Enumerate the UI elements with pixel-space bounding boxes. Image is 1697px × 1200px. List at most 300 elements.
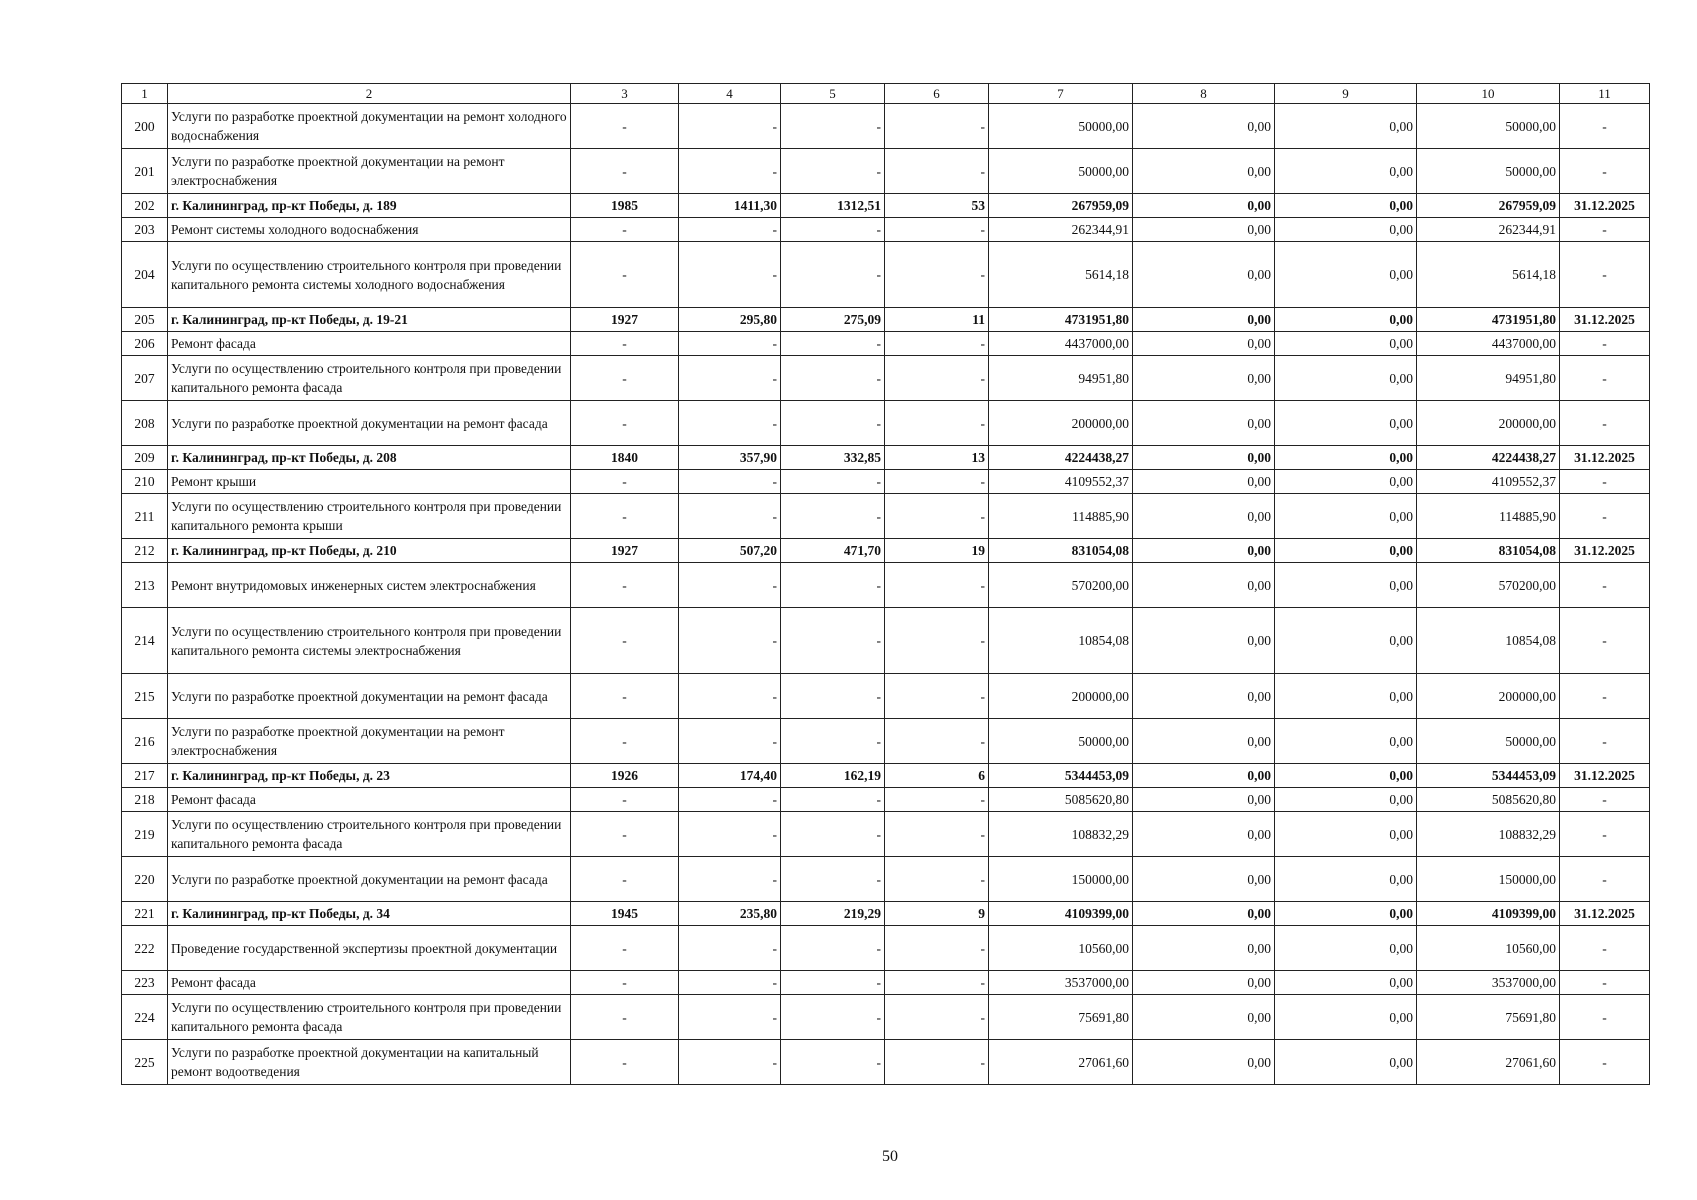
row-number-cell: 220	[122, 857, 168, 902]
value-cell: 0,00	[1133, 764, 1275, 788]
value-cell: -	[781, 788, 885, 812]
value-cell: 50000,00	[989, 149, 1133, 194]
value-cell: 262344,91	[1417, 218, 1560, 242]
row-number-cell: 212	[122, 539, 168, 563]
header-cell: 7	[989, 84, 1133, 104]
value-cell: -	[781, 674, 885, 719]
description-cell: Ремонт фасада	[168, 332, 571, 356]
value-cell: -	[781, 401, 885, 446]
value-cell: 5085620,80	[989, 788, 1133, 812]
value-cell: 4437000,00	[989, 332, 1133, 356]
row-number-cell: 204	[122, 242, 168, 308]
value-cell: 27061,60	[989, 1040, 1133, 1085]
value-cell: 1927	[571, 308, 679, 332]
value-cell: 4109399,00	[1417, 902, 1560, 926]
value-cell: 332,85	[781, 446, 885, 470]
value-cell: -	[885, 401, 989, 446]
value-cell: 0,00	[1133, 674, 1275, 719]
row-number-cell: 215	[122, 674, 168, 719]
description-cell: г. Калининград, пр-кт Победы, д. 19-21	[168, 308, 571, 332]
row-number-cell: 213	[122, 563, 168, 608]
value-cell: -	[885, 104, 989, 149]
value-cell: -	[571, 356, 679, 401]
value-cell: 4109552,37	[989, 470, 1133, 494]
value-cell: -	[679, 401, 781, 446]
value-cell: -	[885, 719, 989, 764]
value-cell: 275,09	[781, 308, 885, 332]
value-cell: -	[571, 608, 679, 674]
value-cell: -	[571, 857, 679, 902]
value-cell: -	[679, 971, 781, 995]
value-cell: -	[679, 1040, 781, 1085]
work-item-row	[122, 995, 1650, 1040]
value-cell: 0,00	[1275, 1040, 1417, 1085]
header-cell: 11	[1560, 84, 1650, 104]
value-cell: 1985	[571, 194, 679, 218]
value-cell: 0,00	[1275, 470, 1417, 494]
value-cell: 200000,00	[989, 401, 1133, 446]
value-cell: 0,00	[1275, 242, 1417, 308]
value-cell: -	[679, 356, 781, 401]
value-cell: 150000,00	[989, 857, 1133, 902]
row-number-cell: 211	[122, 494, 168, 539]
description-cell: г. Калининград, пр-кт Победы, д. 189	[168, 194, 571, 218]
value-cell: 3537000,00	[1417, 971, 1560, 995]
value-cell: 200000,00	[1417, 674, 1560, 719]
description-cell: Услуги по осуществлению строительного контроля при проведении капитального ремонта системы электроснабжения	[168, 608, 571, 674]
address-row	[122, 308, 1650, 332]
description-cell: Ремонт фасада	[168, 788, 571, 812]
value-cell: 5344453,09	[989, 764, 1133, 788]
value-cell: 4109552,37	[1417, 470, 1560, 494]
value-cell: -	[781, 149, 885, 194]
value-cell: 75691,80	[1417, 995, 1560, 1040]
value-cell: -	[885, 563, 989, 608]
header-cell: 8	[1133, 84, 1275, 104]
work-item-row	[122, 857, 1650, 902]
description-cell: Услуги по разработке проектной документации на ремонт холодного водоснабжения	[168, 104, 571, 149]
work-item-row	[122, 812, 1650, 857]
value-cell: -	[571, 926, 679, 971]
value-cell: 0,00	[1275, 812, 1417, 857]
value-cell: -	[679, 857, 781, 902]
description-cell: Услуги по разработке проектной документации на ремонт фасада	[168, 674, 571, 719]
value-cell: -	[885, 995, 989, 1040]
value-cell: -	[571, 149, 679, 194]
value-cell: 0,00	[1275, 563, 1417, 608]
row-number-cell: 217	[122, 764, 168, 788]
value-cell: 267959,09	[1417, 194, 1560, 218]
value-cell: 50000,00	[1417, 104, 1560, 149]
value-cell: 4224438,27	[989, 446, 1133, 470]
value-cell: 471,70	[781, 539, 885, 563]
description-cell: Проведение государственной экспертизы проектной документации	[168, 926, 571, 971]
value-cell: 570200,00	[1417, 563, 1560, 608]
value-cell: 0,00	[1275, 194, 1417, 218]
value-cell: 27061,60	[1417, 1040, 1560, 1085]
value-cell: 31.12.2025	[1560, 308, 1650, 332]
value-cell: 5085620,80	[1417, 788, 1560, 812]
row-number-cell: 218	[122, 788, 168, 812]
value-cell: 1312,51	[781, 194, 885, 218]
value-cell: 831054,08	[989, 539, 1133, 563]
value-cell: 0,00	[1133, 242, 1275, 308]
value-cell: -	[781, 104, 885, 149]
header-cell: 5	[781, 84, 885, 104]
value-cell: -	[1560, 995, 1650, 1040]
value-cell: -	[1560, 104, 1650, 149]
value-cell: -	[1560, 332, 1650, 356]
value-cell: 267959,09	[989, 194, 1133, 218]
value-cell: -	[885, 470, 989, 494]
row-number-cell: 202	[122, 194, 168, 218]
value-cell: -	[1560, 356, 1650, 401]
row-number-cell: 208	[122, 401, 168, 446]
value-cell: -	[571, 218, 679, 242]
value-cell: -	[679, 788, 781, 812]
value-cell: 0,00	[1133, 104, 1275, 149]
value-cell: 219,29	[781, 902, 885, 926]
page-number: 50	[882, 1148, 898, 1165]
value-cell: 10854,08	[1417, 608, 1560, 674]
address-row	[122, 539, 1650, 563]
value-cell: 50000,00	[1417, 719, 1560, 764]
value-cell: -	[885, 332, 989, 356]
value-cell: 6	[885, 764, 989, 788]
value-cell: -	[781, 332, 885, 356]
value-cell: 4731951,80	[1417, 308, 1560, 332]
value-cell: 0,00	[1133, 812, 1275, 857]
header-cell: 3	[571, 84, 679, 104]
row-number-cell: 223	[122, 971, 168, 995]
row-number-cell: 210	[122, 470, 168, 494]
value-cell: 0,00	[1275, 104, 1417, 149]
value-cell: -	[885, 218, 989, 242]
description-cell: Услуги по разработке проектной документации на ремонт электроснабжения	[168, 719, 571, 764]
value-cell: 262344,91	[989, 218, 1133, 242]
value-cell: 0,00	[1133, 218, 1275, 242]
row-number-cell: 216	[122, 719, 168, 764]
value-cell: -	[571, 812, 679, 857]
value-cell: -	[781, 608, 885, 674]
description-cell: г. Калининград, пр-кт Победы, д. 23	[168, 764, 571, 788]
header-cell: 1	[122, 84, 168, 104]
description-cell: Услуги по осуществлению строительного контроля при проведении капитального ремонта крыши	[168, 494, 571, 539]
work-item-row	[122, 719, 1650, 764]
value-cell: 0,00	[1133, 356, 1275, 401]
value-cell: 0,00	[1275, 926, 1417, 971]
value-cell: -	[1560, 926, 1650, 971]
value-cell: -	[679, 494, 781, 539]
description-cell: Ремонт фасада	[168, 971, 571, 995]
value-cell: -	[1560, 242, 1650, 308]
value-cell: -	[781, 995, 885, 1040]
value-cell: 9	[885, 902, 989, 926]
value-cell: 1926	[571, 764, 679, 788]
value-cell: -	[781, 470, 885, 494]
work-item-row	[122, 608, 1650, 674]
value-cell: 0,00	[1275, 902, 1417, 926]
value-cell: 0,00	[1133, 608, 1275, 674]
value-cell: -	[1560, 401, 1650, 446]
value-cell: -	[1560, 218, 1650, 242]
row-number-cell: 206	[122, 332, 168, 356]
value-cell: 0,00	[1133, 719, 1275, 764]
value-cell: 0,00	[1275, 446, 1417, 470]
value-cell: -	[885, 674, 989, 719]
value-cell: -	[1560, 674, 1650, 719]
value-cell: 50000,00	[989, 719, 1133, 764]
value-cell: -	[1560, 470, 1650, 494]
value-cell: -	[571, 971, 679, 995]
value-cell: -	[781, 494, 885, 539]
row-number-cell: 219	[122, 812, 168, 857]
row-number-cell: 225	[122, 1040, 168, 1085]
value-cell: 114885,90	[989, 494, 1133, 539]
row-number-cell: 214	[122, 608, 168, 674]
value-cell: 295,80	[679, 308, 781, 332]
value-cell: -	[679, 719, 781, 764]
value-cell: -	[781, 1040, 885, 1085]
value-cell: -	[679, 332, 781, 356]
value-cell: 150000,00	[1417, 857, 1560, 902]
value-cell: 94951,80	[1417, 356, 1560, 401]
value-cell: 0,00	[1133, 539, 1275, 563]
value-cell: -	[679, 995, 781, 1040]
value-cell: -	[679, 218, 781, 242]
value-cell: -	[1560, 494, 1650, 539]
value-cell: 114885,90	[1417, 494, 1560, 539]
description-cell: Услуги по осуществлению строительного контроля при проведении капитального ремонта фасада	[168, 812, 571, 857]
table-body	[122, 84, 1650, 1085]
header-row	[122, 84, 1650, 104]
value-cell: 0,00	[1133, 401, 1275, 446]
value-cell: 31.12.2025	[1560, 764, 1650, 788]
work-item-row	[122, 218, 1650, 242]
work-item-row	[122, 1040, 1650, 1085]
value-cell: 0,00	[1275, 764, 1417, 788]
address-row	[122, 902, 1650, 926]
value-cell: -	[885, 812, 989, 857]
address-row	[122, 764, 1650, 788]
value-cell: 0,00	[1275, 332, 1417, 356]
value-cell: 0,00	[1275, 857, 1417, 902]
header-cell: 9	[1275, 84, 1417, 104]
value-cell: 10854,08	[989, 608, 1133, 674]
description-cell: Услуги по разработке проектной документации на капитальный ремонт водоотведения	[168, 1040, 571, 1085]
value-cell: 13	[885, 446, 989, 470]
description-cell: Услуги по разработке проектной документации на ремонт фасада	[168, 401, 571, 446]
value-cell: 0,00	[1275, 995, 1417, 1040]
value-cell: 31.12.2025	[1560, 539, 1650, 563]
value-cell: -	[571, 494, 679, 539]
value-cell: -	[1560, 788, 1650, 812]
description-cell: Услуги по осуществлению строительного контроля при проведении капитального ремонта фасада	[168, 995, 571, 1040]
value-cell: 4437000,00	[1417, 332, 1560, 356]
address-row	[122, 446, 1650, 470]
value-cell: 0,00	[1275, 971, 1417, 995]
value-cell: 10560,00	[989, 926, 1133, 971]
row-number-cell: 200	[122, 104, 168, 149]
description-cell: Услуги по осуществлению строительного контроля при проведении капитального ремонта системы холодного водоснабжения	[168, 242, 571, 308]
value-cell: 31.12.2025	[1560, 194, 1650, 218]
value-cell: 0,00	[1133, 332, 1275, 356]
value-cell: 0,00	[1275, 149, 1417, 194]
value-cell: -	[781, 926, 885, 971]
row-number-cell: 209	[122, 446, 168, 470]
value-cell: -	[781, 218, 885, 242]
value-cell: 0,00	[1275, 401, 1417, 446]
value-cell: -	[571, 719, 679, 764]
work-item-row	[122, 470, 1650, 494]
value-cell: 4109399,00	[989, 902, 1133, 926]
row-number-cell: 224	[122, 995, 168, 1040]
work-item-row	[122, 104, 1650, 149]
value-cell: -	[781, 719, 885, 764]
value-cell: 0,00	[1275, 218, 1417, 242]
header-cell: 10	[1417, 84, 1560, 104]
value-cell: 0,00	[1133, 563, 1275, 608]
value-cell: 108832,29	[989, 812, 1133, 857]
value-cell: 1927	[571, 539, 679, 563]
value-cell: 4731951,80	[989, 308, 1133, 332]
value-cell: 235,80	[679, 902, 781, 926]
value-cell: -	[679, 608, 781, 674]
value-cell: -	[679, 674, 781, 719]
value-cell: 174,40	[679, 764, 781, 788]
value-cell: -	[1560, 812, 1650, 857]
value-cell: 0,00	[1133, 470, 1275, 494]
description-cell: Ремонт системы холодного водоснабжения	[168, 218, 571, 242]
value-cell: 10560,00	[1417, 926, 1560, 971]
work-item-row	[122, 971, 1650, 995]
value-cell: 0,00	[1133, 926, 1275, 971]
value-cell: 0,00	[1133, 788, 1275, 812]
value-cell: 0,00	[1275, 494, 1417, 539]
value-cell: -	[885, 242, 989, 308]
value-cell: 0,00	[1133, 194, 1275, 218]
value-cell: 0,00	[1275, 788, 1417, 812]
value-cell: -	[1560, 608, 1650, 674]
value-cell: 0,00	[1275, 674, 1417, 719]
value-cell: 50000,00	[989, 104, 1133, 149]
value-cell: -	[571, 104, 679, 149]
value-cell: 0,00	[1133, 308, 1275, 332]
value-cell: -	[885, 971, 989, 995]
work-item-row	[122, 149, 1650, 194]
address-row	[122, 194, 1650, 218]
value-cell: 357,90	[679, 446, 781, 470]
header-cell: 6	[885, 84, 989, 104]
value-cell: -	[679, 242, 781, 308]
value-cell: -	[781, 971, 885, 995]
work-item-row	[122, 356, 1650, 401]
value-cell: 94951,80	[989, 356, 1133, 401]
description-cell: Услуги по разработке проектной документации на ремонт электроснабжения	[168, 149, 571, 194]
value-cell: 75691,80	[989, 995, 1133, 1040]
work-item-row	[122, 332, 1650, 356]
value-cell: -	[885, 494, 989, 539]
description-cell: Ремонт внутридомовых инженерных систем электроснабжения	[168, 563, 571, 608]
work-item-row	[122, 788, 1650, 812]
work-item-row	[122, 926, 1650, 971]
value-cell: -	[781, 857, 885, 902]
value-cell: 5614,18	[989, 242, 1133, 308]
value-cell: -	[885, 1040, 989, 1085]
value-cell: 1945	[571, 902, 679, 926]
work-item-row	[122, 563, 1650, 608]
value-cell: 31.12.2025	[1560, 446, 1650, 470]
value-cell: 162,19	[781, 764, 885, 788]
value-cell: -	[571, 242, 679, 308]
row-number-cell: 203	[122, 218, 168, 242]
value-cell: -	[571, 995, 679, 1040]
value-cell: -	[781, 563, 885, 608]
value-cell: -	[679, 926, 781, 971]
value-cell: 4224438,27	[1417, 446, 1560, 470]
header-cell: 4	[679, 84, 781, 104]
value-cell: 1411,30	[679, 194, 781, 218]
value-cell: 507,20	[679, 539, 781, 563]
value-cell: 0,00	[1133, 1040, 1275, 1085]
description-cell: г. Калининград, пр-кт Победы, д. 34	[168, 902, 571, 926]
value-cell: -	[571, 563, 679, 608]
value-cell: 11	[885, 308, 989, 332]
value-cell: -	[781, 242, 885, 308]
value-cell: -	[571, 1040, 679, 1085]
description-cell: Услуги по разработке проектной документации на ремонт фасада	[168, 857, 571, 902]
value-cell: -	[885, 149, 989, 194]
value-cell: 0,00	[1275, 356, 1417, 401]
value-cell: -	[679, 104, 781, 149]
value-cell: -	[885, 608, 989, 674]
value-cell: 200000,00	[989, 674, 1133, 719]
value-cell: 0,00	[1275, 719, 1417, 764]
value-cell: 53	[885, 194, 989, 218]
value-cell: -	[781, 812, 885, 857]
value-cell: 0,00	[1133, 494, 1275, 539]
value-cell: -	[1560, 719, 1650, 764]
value-cell: 3537000,00	[989, 971, 1133, 995]
value-cell: -	[1560, 563, 1650, 608]
row-number-cell: 207	[122, 356, 168, 401]
value-cell: -	[781, 356, 885, 401]
value-cell: -	[1560, 149, 1650, 194]
value-cell: 0,00	[1275, 608, 1417, 674]
description-cell: г. Калининград, пр-кт Победы, д. 210	[168, 539, 571, 563]
value-cell: -	[885, 926, 989, 971]
value-cell: -	[885, 356, 989, 401]
row-number-cell: 222	[122, 926, 168, 971]
description-cell: Ремонт крыши	[168, 470, 571, 494]
value-cell: 19	[885, 539, 989, 563]
row-number-cell: 221	[122, 902, 168, 926]
value-cell: 5614,18	[1417, 242, 1560, 308]
value-cell: 570200,00	[989, 563, 1133, 608]
value-cell: -	[679, 563, 781, 608]
value-cell: -	[679, 812, 781, 857]
value-cell: 831054,08	[1417, 539, 1560, 563]
value-cell: 31.12.2025	[1560, 902, 1650, 926]
value-cell: -	[679, 470, 781, 494]
value-cell: 0,00	[1133, 995, 1275, 1040]
value-cell: 0,00	[1133, 857, 1275, 902]
value-cell: 50000,00	[1417, 149, 1560, 194]
value-cell: -	[1560, 857, 1650, 902]
work-item-row	[122, 674, 1650, 719]
value-cell: -	[1560, 1040, 1650, 1085]
data-table	[121, 83, 1650, 1085]
